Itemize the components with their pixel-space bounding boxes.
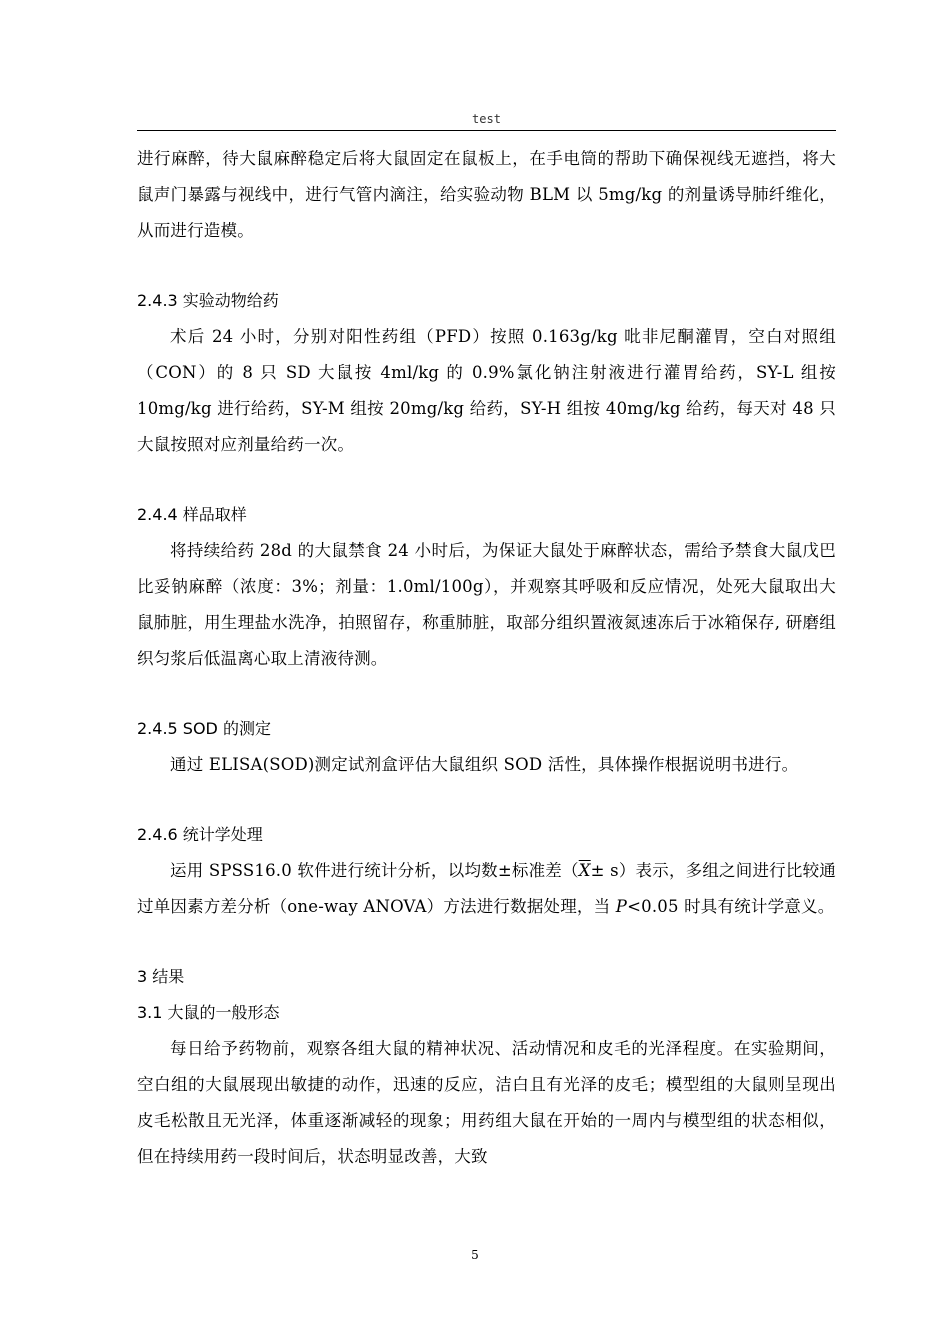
- section-heading-2-4-3: 2.4.3 实验动物给药: [137, 291, 279, 310]
- section-gap: [137, 677, 836, 711]
- section-heading-2-4-5: 2.4.5 SOD 的测定: [137, 719, 271, 738]
- paragraph-2-4-4: 将持续给药 28d 的大鼠禁食 24 小时后，为保证大鼠处于麻醉状态，需给予禁食大鼠戊巴比妥钠麻醉（浓度：3%；剂量：1.0ml/100g），并观察其呼吸和反应情况，处死大鼠取出大鼠肺脏，用生理盐水洗净，拍照留存，称重肺脏，取部分组织置液氮速冻后于冰箱保存, 研磨组织匀浆后低温离心取上清液待测。: [137, 541, 836, 668]
- section-heading-3: 3 结果: [137, 967, 185, 986]
- section-gap: [137, 463, 836, 497]
- paragraph-3-1: 每日给予药物前，观察各组大鼠的精神状况、活动情况和皮毛的光泽程度。在实验期间，空白组的大鼠展现出敏捷的动作，迅速的反应，洁白且有光泽的皮毛；模型组的大鼠则呈现出皮毛松散且无光泽，体重逐渐减轻的现象；用药组大鼠在开始的一周内与模型组的状态相似，但在持续用药一段时间后，状态明显改善，大致: [137, 1039, 836, 1166]
- section-gap: [137, 783, 836, 817]
- section-heading-2-4-4: 2.4.4 样品取样: [137, 505, 247, 524]
- section-heading-2-4-6: 2.4.6 统计学处理: [137, 825, 263, 844]
- paragraph-2-4-3: 术后 24 小时，分别对阳性药组（PFD）按照 0.163g/kg 吡非尼酮灌胃，空白对照组（CON）的 8 只 SD 大鼠按 4ml/kg 的 0.9%氯化钠注射液进行灌胃给药，SY-L 组按 10mg/kg 进行给药，SY-M 组按 20mg/kg 给药，SY-H 组按 40mg/kg 给药，每天对 48 只大鼠按照对应剂量给药一次。: [137, 327, 836, 454]
- page-header: [137, 108, 836, 131]
- stats-text-part-b: ± s）表示，多组之间进行比较通过单因素方差分析（one-way ANOVA）方法进行数据处理，当: [137, 861, 836, 916]
- section-heading-3-1: 3.1 大鼠的一般形态: [137, 1003, 280, 1022]
- paragraph-2-4-5: 通过 ELISA(SOD)测定试剂盒评估大鼠组织 SOD 活性，具体操作根据说明书进行。: [170, 755, 799, 774]
- page-number: 5: [471, 1248, 479, 1262]
- document-body: [137, 141, 836, 1175]
- p-value-symbol: P: [615, 897, 628, 916]
- stats-text-part-a: 运用 SPSS16.0 软件进行统计分析，以均数±标准差（: [170, 861, 579, 880]
- section-gap: [137, 925, 836, 959]
- paragraph-2-4-6: [137, 853, 836, 925]
- header-text: test: [472, 112, 501, 126]
- section-gap: [137, 249, 836, 283]
- stats-text-part-c: <0.05 时具有统计学意义。: [627, 897, 835, 916]
- mean-symbol: $\overline{X}$: [578, 861, 591, 880]
- paragraph-intro: 进行麻醉，待大鼠麻醉稳定后将大鼠固定在鼠板上，在手电筒的帮助下确保视线无遮挡，将大鼠声门暴露与视线中，进行气管内滴注，给实验动物 BLM 以 5mg/kg 的剂量诱导肺纤维化，从而进行造模。: [137, 149, 836, 240]
